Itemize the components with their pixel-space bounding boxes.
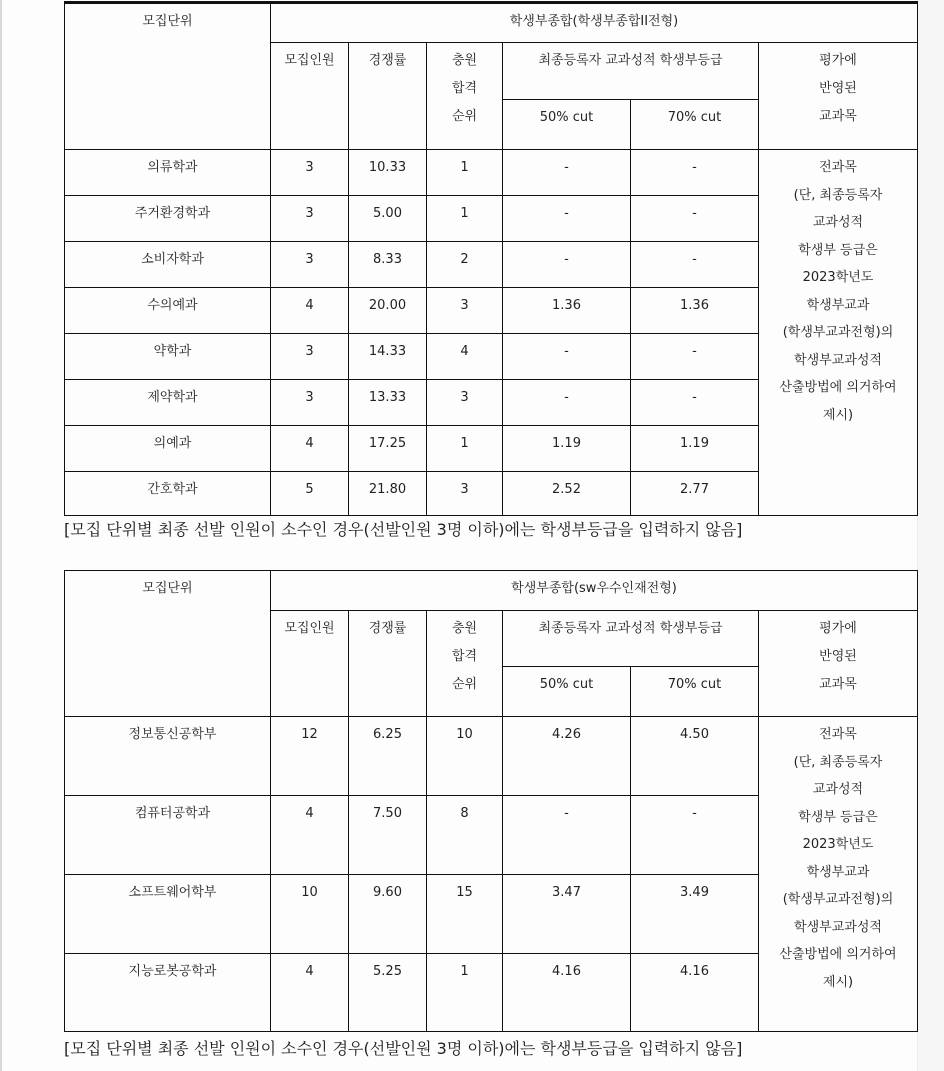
- row-unit: 소프트웨어학부: [65, 875, 271, 954]
- header-group-title: 학생부종합(sw우수인재전형): [271, 571, 918, 611]
- table-row: [65, 150, 918, 196]
- row-cut50: -: [503, 196, 631, 242]
- header-grade-title: 최종등록자 교과성적 학생부등급: [503, 43, 759, 100]
- row-unit: 의예과: [65, 426, 271, 472]
- row-recruit: 12: [271, 717, 349, 796]
- row-cut70: -: [631, 334, 759, 380]
- row-cut70: -: [631, 196, 759, 242]
- header-cut70: 70% cut: [631, 667, 759, 717]
- row-cut70: -: [631, 242, 759, 288]
- row-unit: 소비자학과: [65, 242, 271, 288]
- row-cut50: 3.47: [503, 875, 631, 954]
- row-recruit: 3: [271, 380, 349, 426]
- header-subjects: 평가에 반영된 교과목: [759, 43, 918, 150]
- header-competition: 경쟁률: [349, 43, 427, 150]
- row-rank: 1: [427, 196, 503, 242]
- row-cut50: -: [503, 334, 631, 380]
- row-recruit: 10: [271, 875, 349, 954]
- row-rank: 1: [427, 954, 503, 1032]
- row-rank: 3: [427, 380, 503, 426]
- row-recruit: 4: [271, 954, 349, 1032]
- row-cut50: 4.26: [503, 717, 631, 796]
- row-cut50: 1.36: [503, 288, 631, 334]
- row-cut70: 4.16: [631, 954, 759, 1032]
- row-competition: 6.25: [349, 717, 427, 796]
- header-subjects: 평가에 반영된 교과목: [759, 611, 918, 717]
- row-recruit: 3: [271, 150, 349, 196]
- row-rank: 1: [427, 150, 503, 196]
- header-cut50: 50% cut: [503, 667, 631, 717]
- admission-table-2: [64, 570, 918, 1032]
- page-left-border: [0, 0, 2, 1071]
- row-rank: 2: [427, 242, 503, 288]
- row-rank: 3: [427, 288, 503, 334]
- row-competition: 5.00: [349, 196, 427, 242]
- row-competition: 7.50: [349, 796, 427, 875]
- row-competition: 21.80: [349, 472, 427, 516]
- footnote-2: [모집 단위별 최종 선발 인원이 소수인 경우(선발인원 3명 이하)에는 학생부등급을 입력하지 않음]: [64, 1039, 743, 1058]
- row-cut50: 2.52: [503, 472, 631, 516]
- header-recruit: 모집인원: [271, 43, 349, 150]
- row-rank: 4: [427, 334, 503, 380]
- row-recruit: 3: [271, 196, 349, 242]
- row-unit: 컴퓨터공학과: [65, 796, 271, 875]
- row-cut50: 1.19: [503, 426, 631, 472]
- header-waitlist-rank: 충원 합격 순위: [427, 43, 503, 150]
- row-cut70: -: [631, 150, 759, 196]
- row-cut70: -: [631, 796, 759, 875]
- header-unit: 모집단위: [65, 571, 271, 717]
- row-recruit: 3: [271, 334, 349, 380]
- subjects-note: 전과목 (단, 최종등록자 교과성적 학생부 등급은 2023학년도 학생부교과 (학생부교과전형)의 학생부교과성적 산출방법에 의거하여 제시): [759, 150, 918, 516]
- row-cut50: -: [503, 150, 631, 196]
- header-competition: 경쟁률: [349, 611, 427, 717]
- header-cut50: 50% cut: [503, 100, 631, 150]
- header-recruit: 모집인원: [271, 611, 349, 717]
- row-competition: 8.33: [349, 242, 427, 288]
- footnote-1: [모집 단위별 최종 선발 인원이 소수인 경우(선발인원 3명 이하)에는 학생부등급을 입력하지 않음]: [64, 520, 743, 539]
- row-unit: 제약학과: [65, 380, 271, 426]
- row-cut70: -: [631, 380, 759, 426]
- header-unit: 모집단위: [65, 3, 271, 150]
- row-competition: 20.00: [349, 288, 427, 334]
- row-unit: 주거환경학과: [65, 196, 271, 242]
- row-competition: 9.60: [349, 875, 427, 954]
- table-row: [65, 717, 918, 796]
- row-competition: 17.25: [349, 426, 427, 472]
- row-competition: 5.25: [349, 954, 427, 1032]
- row-rank: 15: [427, 875, 503, 954]
- row-cut50: -: [503, 380, 631, 426]
- header-cut70: 70% cut: [631, 100, 759, 150]
- row-recruit: 3: [271, 242, 349, 288]
- row-rank: 1: [427, 426, 503, 472]
- row-recruit: 5: [271, 472, 349, 516]
- row-cut70: 3.49: [631, 875, 759, 954]
- row-recruit: 4: [271, 426, 349, 472]
- row-cut70: 1.36: [631, 288, 759, 334]
- row-unit: 약학과: [65, 334, 271, 380]
- row-cut70: 1.19: [631, 426, 759, 472]
- row-recruit: 4: [271, 796, 349, 875]
- row-rank: 3: [427, 472, 503, 516]
- row-cut50: 4.16: [503, 954, 631, 1032]
- row-unit: 수의예과: [65, 288, 271, 334]
- admission-table-1: [64, 1, 918, 516]
- row-cut70: 2.77: [631, 472, 759, 516]
- row-cut50: -: [503, 796, 631, 875]
- row-competition: 14.33: [349, 334, 427, 380]
- row-unit: 정보통신공학부: [65, 717, 271, 796]
- header-waitlist-rank: 충원 합격 순위: [427, 611, 503, 717]
- row-unit: 의류학과: [65, 150, 271, 196]
- header-grade-title: 최종등록자 교과성적 학생부등급: [503, 611, 759, 667]
- row-competition: 13.33: [349, 380, 427, 426]
- row-rank: 10: [427, 717, 503, 796]
- page-right-gutter: [917, 0, 944, 1071]
- row-unit: 간호학과: [65, 472, 271, 516]
- row-competition: 10.33: [349, 150, 427, 196]
- row-rank: 8: [427, 796, 503, 875]
- header-group-title: 학생부종합(학생부종합II전형): [271, 3, 918, 43]
- row-unit: 지능로봇공학과: [65, 954, 271, 1032]
- row-cut50: -: [503, 242, 631, 288]
- subjects-note: 전과목 (단, 최종등록자 교과성적 학생부 등급은 2023학년도 학생부교과 (학생부교과전형)의 학생부교과성적 산출방법에 의거하여 제시): [759, 717, 918, 1032]
- row-cut70: 4.50: [631, 717, 759, 796]
- row-recruit: 4: [271, 288, 349, 334]
